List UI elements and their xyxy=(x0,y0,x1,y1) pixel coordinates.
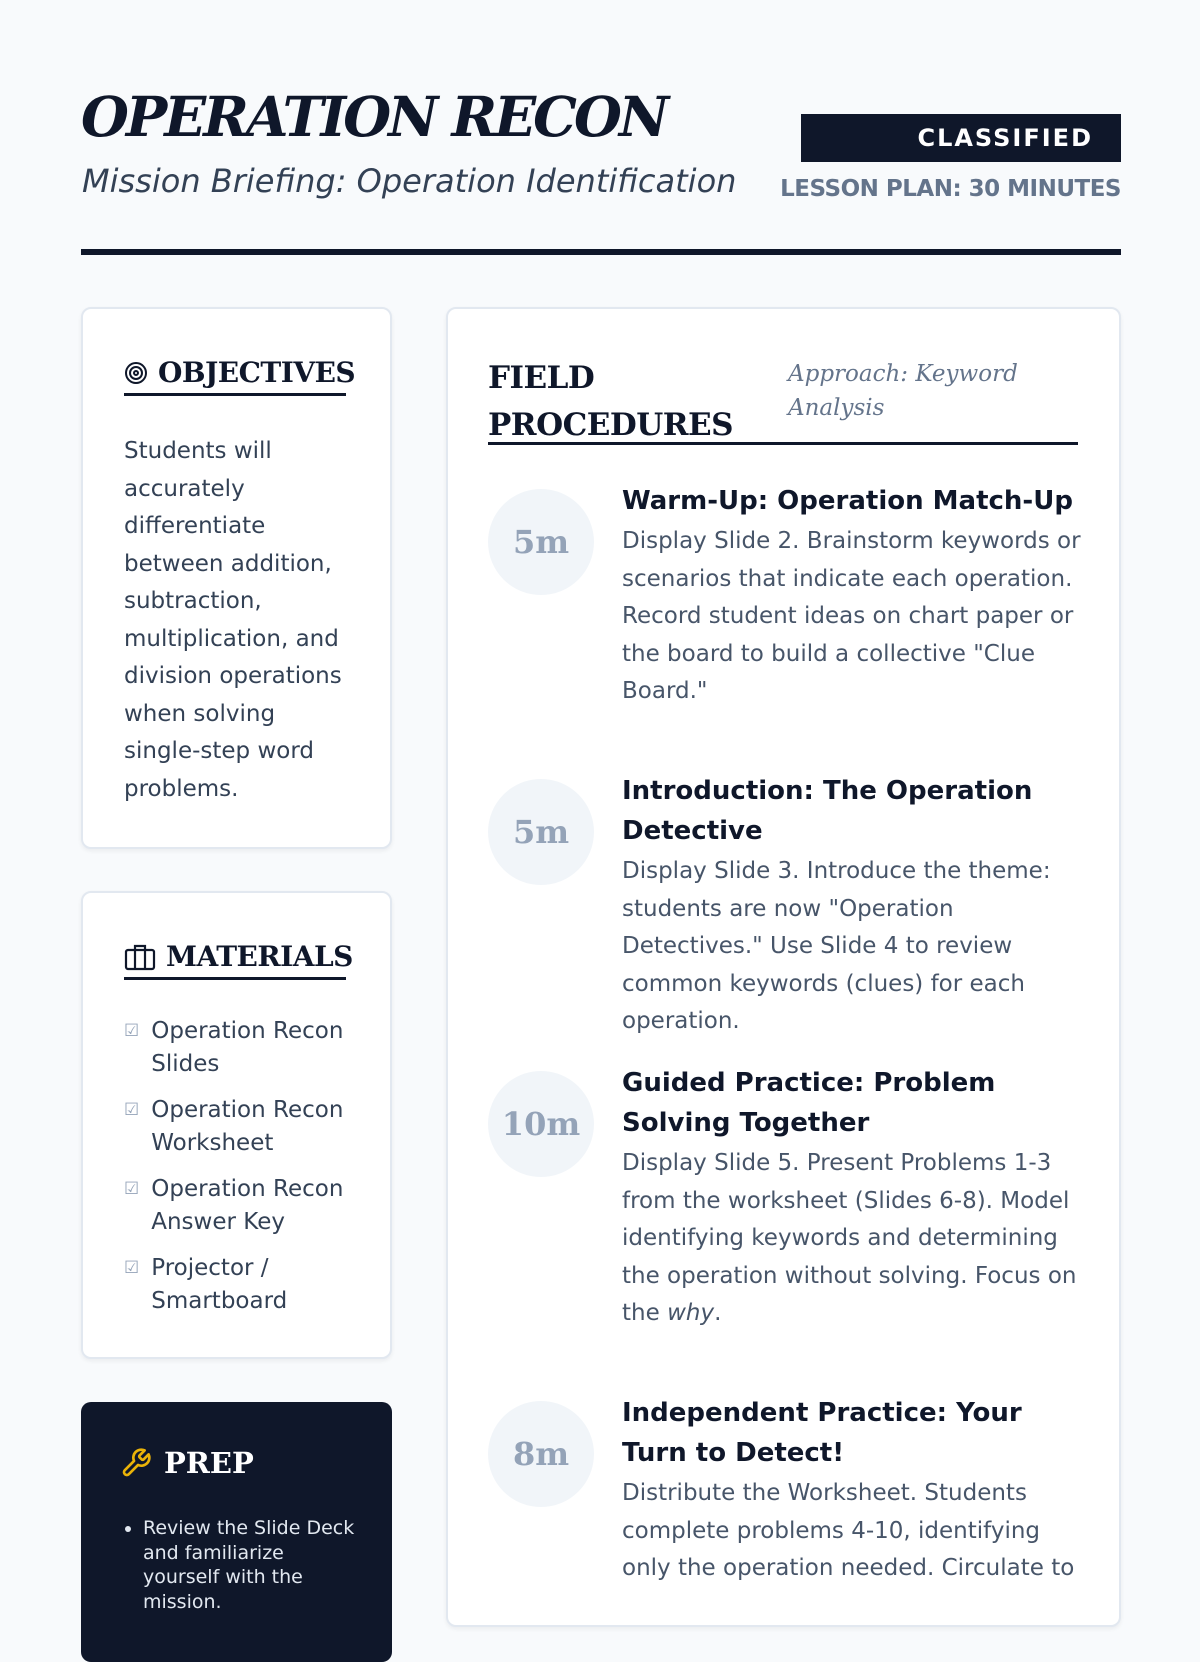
prep-label: PREP xyxy=(164,1446,254,1480)
step-title: Independent Practice: Your Turn to Detect! xyxy=(622,1398,1022,1468)
duration-badge: 5m xyxy=(488,779,594,885)
classified-stamp: CLASSIFIED xyxy=(801,114,1121,162)
objectives-text: Students will accurately differentiate between addition, subtraction, multiplication, and division operations when solving single-step word problems. xyxy=(124,438,342,802)
list-item: ☑ Operation Recon Slides xyxy=(124,1015,354,1081)
step-title: Introduction: The Operation Detective xyxy=(622,776,1033,846)
list-item: • Review the Slide Deck and familiarize yourself with the mission. xyxy=(143,1516,358,1614)
list-item: ☑ Projector / Smartboard xyxy=(124,1252,354,1318)
step-text: Display Slide 5. Present Problems 1-3 from the worksheet (Slides 6-8). Model identifying keywords and determining the operation without solving. Focus on the why. xyxy=(622,1150,1077,1326)
list-item: ☑ Operation Recon Worksheet xyxy=(124,1094,354,1160)
checkbox-icon: ☑ xyxy=(124,1021,140,1041)
checkbox-icon: ☑ xyxy=(124,1100,140,1120)
checkbox-icon: ☑ xyxy=(124,1179,140,1199)
checkbox-icon: ☑ xyxy=(124,1258,140,1278)
step-title: Guided Practice: Problem Solving Together xyxy=(622,1068,996,1138)
objectives-heading xyxy=(124,356,356,396)
prep-card xyxy=(81,1402,392,1662)
materials-heading xyxy=(124,940,353,980)
objectives-label: OBJECTIVES xyxy=(158,356,356,389)
list-item: ☑ Operation Recon Answer Key xyxy=(124,1173,354,1239)
objectives-card xyxy=(81,307,392,849)
step-text: Distribute the Worksheet. Students complete problems 4-10, identifying only the operation needed. Circulate to xyxy=(622,1480,1075,1581)
emphasis-text: why xyxy=(667,1300,715,1326)
page-subtitle: Mission Briefing: Operation Identification xyxy=(82,162,737,200)
briefcase-icon xyxy=(124,943,156,971)
materials-list xyxy=(124,1015,354,1331)
wrench-icon xyxy=(120,1447,152,1479)
lesson-duration: LESSON PLAN: 30 MINUTES xyxy=(780,176,1121,202)
page-title: OPERATION RECON xyxy=(81,84,667,149)
duration-badge: 10m xyxy=(488,1071,594,1177)
page-header xyxy=(81,80,1121,255)
target-icon xyxy=(124,361,148,385)
step-text: Display Slide 3. Introduce the theme: students are now "Operation Detectives." Use Slide 4 to review common keywords (clues) for each operation. xyxy=(622,858,1051,1034)
prep-heading xyxy=(120,1446,254,1480)
procedures-heading xyxy=(488,355,1078,445)
step-text: Display Slide 2. Brainstorm keywords or scenarios that indicate each operation. Record student ideas on chart paper or the board to build a collective "Clue Board." xyxy=(622,528,1081,704)
procedures-title: FIELD PROCEDURES xyxy=(488,360,734,443)
procedures-approach: Approach: Keyword Analysis xyxy=(788,361,1018,421)
prep-list xyxy=(143,1516,358,1614)
duration-badge: 8m xyxy=(488,1401,594,1507)
duration-badge: 5m xyxy=(488,489,594,595)
materials-label: MATERIALS xyxy=(166,940,353,973)
step-title: Warm-Up: Operation Match-Up xyxy=(622,486,1073,516)
materials-card xyxy=(81,891,392,1359)
procedures-card xyxy=(446,307,1121,1627)
